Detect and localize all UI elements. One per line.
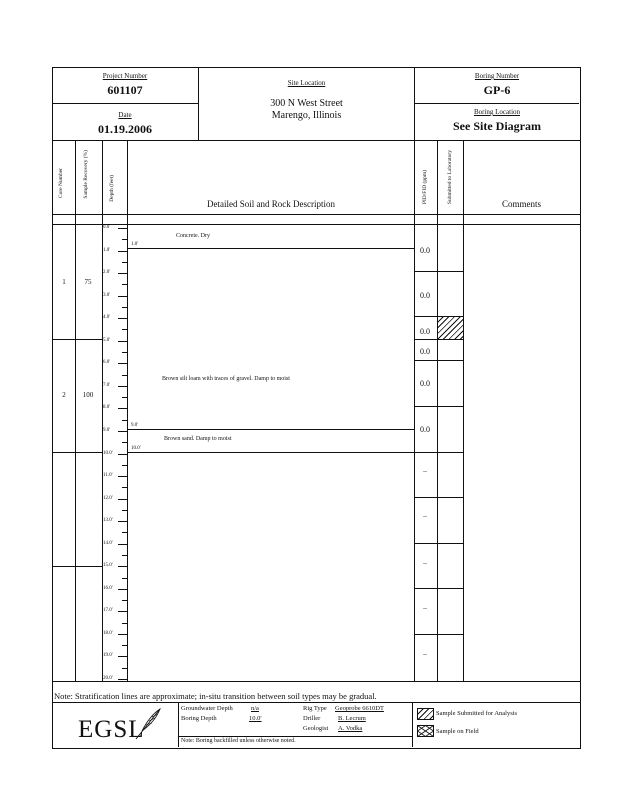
log-frame: [52, 67, 581, 749]
legend-submitted-swatch: [417, 708, 434, 720]
col-description: Detailed Soil and Rock Description: [207, 199, 335, 209]
depth-tick-label: 20.0': [103, 676, 113, 681]
depth-tick-label: 8.0': [103, 405, 111, 411]
pid-reading: --: [423, 469, 427, 475]
col-submitted: Submitted to Laboratory: [447, 150, 453, 205]
depth-minor-tick: [122, 239, 127, 240]
depth-minor-tick: [122, 420, 127, 421]
depth-minor-tick: [122, 555, 127, 556]
depth-tick: [118, 476, 127, 477]
depth-tick-label: 6.0': [103, 360, 111, 366]
date-value: 01.19.2006: [98, 122, 152, 136]
col-depth: Depth (feet): [109, 175, 115, 202]
depth-minor-tick: [122, 375, 127, 376]
col-sample-recovery: Sample Recovery (%): [83, 150, 89, 199]
depth-minor-tick: [122, 645, 127, 646]
depth-tick-label: 15.0': [103, 563, 113, 569]
depth-tick: [118, 228, 127, 229]
pid-reading: --: [423, 514, 427, 520]
depth-tick: [118, 634, 127, 635]
depth-tick: [118, 499, 127, 500]
pid-reading: 0.0: [420, 246, 430, 255]
depth-tick: [118, 251, 127, 252]
depth-tick-label: 3.0': [103, 292, 111, 298]
depth-tick: [118, 544, 127, 545]
depth-tick-label: 16.0': [103, 585, 113, 591]
depth-minor-tick: [122, 397, 127, 398]
depth-tick-label: 10.0': [103, 450, 113, 456]
depth-minor-tick: [122, 329, 127, 330]
depth-tick: [118, 296, 127, 297]
groundwater-value: n/a: [251, 705, 259, 712]
stratum-1-boundary: 1.0': [131, 242, 139, 247]
col-pid: PID/FID (ppm): [422, 170, 428, 205]
groundwater-label: Groundwater Depth: [181, 705, 233, 712]
pid-reading: 0.0: [420, 291, 430, 300]
depth-minor-tick: [122, 487, 127, 488]
geologist-label: Geologist: [303, 725, 329, 732]
depth-tick: [118, 521, 127, 522]
depth-tick-label: 4.0': [103, 315, 111, 321]
depth-tick: [118, 679, 127, 680]
boring-depth-value: 10.0': [249, 715, 262, 722]
stratification-note: Note: Stratification lines are approximate; in-situ transition between soil types may be gradual.: [54, 691, 377, 701]
depth-minor-tick: [122, 442, 127, 443]
depth-tick-label: 14.0': [103, 540, 113, 546]
feather-icon: [134, 705, 164, 741]
pid-reading: --: [423, 652, 427, 658]
legend-field-swatch: [417, 725, 434, 737]
depth-tick-label: 2.0': [103, 270, 111, 276]
stratum-3-boundary: 10.0': [131, 446, 141, 451]
depth-tick-label: 0.0': [103, 225, 111, 230]
rig-type-label: Rig Type: [303, 705, 327, 712]
boring-number-label: Boring Number: [474, 72, 520, 80]
depth-tick-label: 11.0': [103, 473, 113, 479]
pid-reading: --: [423, 561, 427, 567]
core-2-recovery: 100: [82, 391, 94, 399]
boring-location: See Site Diagram: [453, 119, 541, 133]
pid-reading: 0.0: [420, 379, 430, 388]
depth-tick: [118, 408, 127, 409]
depth-minor-tick: [122, 262, 127, 263]
project-number-label: Project Number: [102, 72, 148, 80]
depth-minor-tick: [122, 510, 127, 511]
egsl-logo: EGSL: [78, 716, 145, 743]
depth-minor-tick: [122, 668, 127, 669]
pid-reading: 0.0: [420, 347, 430, 356]
depth-tick-label: 9.0': [103, 427, 111, 433]
depth-minor-tick: [122, 307, 127, 308]
core-1-recovery: 75: [84, 278, 92, 286]
depth-tick-label: 18.0': [103, 630, 113, 636]
stratum-2-description: Brown silt loam with traces of gravel. Damp to moist: [162, 376, 290, 382]
depth-tick: [118, 656, 127, 657]
core-2-number: 2: [62, 391, 66, 399]
legend-submitted-label: Sample Submitted for Analysis: [436, 710, 518, 717]
depth-tick-label: 17.0': [103, 608, 113, 614]
depth-minor-tick: [122, 465, 127, 466]
depth-tick-label: 1.0': [103, 247, 111, 253]
submitted-sample-marker: [438, 317, 463, 339]
col-core-number: Core Number: [58, 168, 64, 199]
site-address-line2: Marengo, Illinois: [271, 110, 342, 121]
stratum-1-description: Concrete. Dry: [176, 233, 210, 239]
project-number: 601107: [107, 83, 143, 97]
col-comments: Comments: [501, 199, 541, 209]
depth-tick: [118, 431, 127, 432]
depth-minor-tick: [122, 600, 127, 601]
stratum-3-description: Brown sand. Damp to moist: [164, 436, 232, 442]
core-1-number: 1: [62, 278, 66, 286]
site-address-line1: 300 N West Street: [270, 98, 343, 109]
legend-field-label: Sample on Field: [436, 728, 479, 735]
stratum-2-boundary: 9.0': [131, 423, 139, 428]
depth-minor-tick: [122, 578, 127, 579]
depth-tick: [118, 386, 127, 387]
depth-tick: [118, 611, 127, 612]
depth-tick-label: 5.0': [103, 337, 111, 343]
site-location-label: Site Location: [287, 79, 326, 87]
depth-tick: [118, 318, 127, 319]
depth-tick-label: 7.0': [103, 382, 111, 388]
driller-value: B. Lecrum: [338, 715, 366, 722]
depth-tick: [118, 341, 127, 342]
geologist-value: A. Vodka: [338, 725, 363, 732]
depth-minor-tick: [122, 284, 127, 285]
pid-reading: 0.0: [420, 327, 430, 336]
depth-tick: [118, 454, 127, 455]
boring-number: GP-6: [483, 83, 511, 97]
driller-label: Driller: [303, 715, 321, 722]
depth-tick-label: 13.0': [103, 518, 113, 524]
boring-location-label: Boring Location: [473, 108, 521, 116]
pid-reading: 0.0: [420, 425, 430, 434]
depth-minor-tick: [122, 623, 127, 624]
date-label: Date: [118, 111, 132, 119]
depth-tick: [118, 363, 127, 364]
depth-minor-tick: [122, 532, 127, 533]
rig-type-value: Geoprobe 6610DT: [335, 705, 384, 712]
depth-tick: [118, 589, 127, 590]
pid-reading: --: [423, 606, 427, 612]
depth-tick: [118, 273, 127, 274]
depth-tick: [118, 566, 127, 567]
depth-minor-tick: [122, 352, 127, 353]
boring-depth-label: Boring Depth: [181, 715, 217, 722]
boring-backfill-note: Note: Boring backfilled unless otherwise noted.: [181, 738, 296, 744]
depth-tick-label: 19.0': [103, 653, 113, 659]
depth-tick-label: 12.0': [103, 495, 113, 501]
